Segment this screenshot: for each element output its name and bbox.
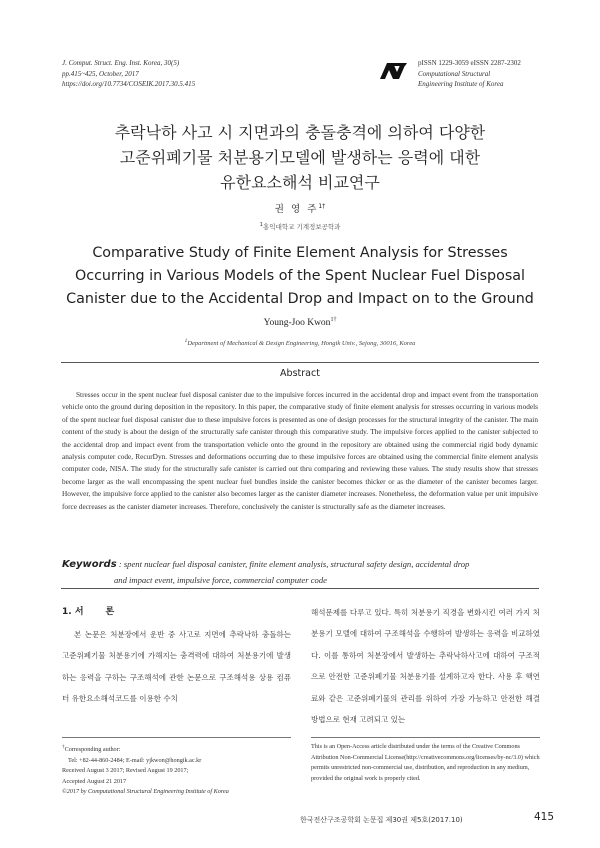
keywords-line-1: : spent nuclear fuel disposal canister, finite element analysis, structural safety design, accidental drop — [118, 559, 470, 569]
section-title: 론 — [105, 607, 115, 617]
journal-issn-block — [418, 58, 521, 90]
accepted-line: Accepted August 21 2017 — [62, 777, 127, 785]
english-title — [40, 242, 560, 311]
korean-affiliation-text: 홍익대학교 기계정보공학과 — [263, 223, 341, 232]
section-heading — [62, 604, 114, 617]
english-title-line-1: Comparative Study of Finite Element Analysis for Stresses — [92, 245, 508, 261]
english-author — [0, 317, 600, 328]
korean-affiliation — [0, 222, 600, 231]
footnote-left — [62, 742, 297, 798]
body-right-column: 해석문제를 다루고 있다. 특히 처분용기 직경을 변화시킨 여러 가지 처분용기 모델에 대하여 구조해석을 수행하여 발생하는 응력을 비교하였다. 이를 통하여 처분장에서 발생하는 추락낙하사고에 대하여 구조적으로 안전한 고준위폐기물 처분용기를 설계하고자 한다. 사용 후 핵연료와 같은 고준위폐기물의 관리를 위하여 가장 가능하고 안전한 해결방법으로 현재 고려되고 있는 — [311, 608, 540, 725]
page-number: 415 — [534, 811, 555, 823]
license-note: This is an Open-Access article distributed under the terms of the Creative Commons Attribution Non-Commercial License(http://creativecommons.org/licenses/by-nc/3.0) which permits unrestricted non-commercial use, distribution, and reproduction in any medium, provided the original work is properly cited. — [311, 743, 540, 782]
korean-title-line-1: 추락낙하 사고 시 지면과의 충돌충격에 의하여 다양한 — [114, 123, 486, 142]
keywords-label: Keywords — [62, 559, 117, 570]
english-title-line-3: Canister due to the Accidental Drop and Impact on to the Ground — [66, 291, 534, 307]
journal-name-line-2: Engineering Institute of Korea — [418, 80, 504, 88]
korean-title — [40, 120, 560, 195]
korean-author-sup: 1† — [318, 202, 326, 210]
journal-name-line-1: Computational Structural — [418, 69, 491, 78]
body-left-column: 본 논문은 처분장에서 운반 중 사고로 지면에 추락낙하 충돌하는 고준위폐기물 처분용기에 가해지는 충격력에 대하여 처분용기에 발생하는 응력을 구하는 구조해석에 관한 논문으로 구조해석용 상용 컴퓨터 유한요소해석코드를 이용한 수치 — [62, 630, 291, 704]
journal-line: J. Comput. Struct. Eng. Inst. Korea, 30(5) — [62, 59, 180, 67]
journal-citation — [62, 58, 195, 90]
journal-logo-icon — [378, 62, 408, 84]
received-line: Received August 3 2017; Revised August 19 2017; — [62, 767, 189, 775]
abstract-heading: Abstract — [280, 368, 320, 379]
doi-link[interactable]: https://doi.org/10.7734/COSEIK.2017.30.5.415 — [62, 80, 196, 88]
korean-title-line-3: 유한요소해석 비교연구 — [220, 173, 380, 192]
english-affiliation-text: Department of Mechanical & Design Engineering, Hongik Univ., Sejong, 30016, Korea — [187, 340, 416, 348]
corresponding-author: †Corresponding author: — [62, 744, 121, 754]
keywords-block — [62, 557, 540, 587]
english-affiliation — [0, 338, 600, 347]
korean-author — [0, 201, 600, 215]
korean-author-name: 권 영 주 — [274, 204, 319, 215]
english-author-sup: 1† — [330, 317, 337, 323]
issn-line: pISSN 1229-3059 eISSN 2287-2302 — [418, 59, 521, 67]
english-title-line-2: Occurring in Various Models of the Spent Nuclear Fuel Disposal — [74, 268, 526, 284]
footer-journal: 한국전산구조공학회 논문집 제30권 제5호(2017.10) — [300, 816, 463, 824]
abstract-top-rule — [61, 362, 539, 363]
section-number: 1. 서 — [62, 607, 84, 617]
english-affiliation-sup: 1 — [184, 338, 188, 344]
footnote-rule-left — [62, 737, 291, 738]
footnote-rule-right — [311, 737, 540, 738]
abstract-bottom-rule — [61, 588, 539, 589]
keywords-line-2: and impact event, impulsive force, commercial computer code — [114, 574, 327, 585]
abstract-text: Stresses occur in the spent nuclear fuel disposal canister due to the impulsive forces incurred in the accidental drop and impact event from the transportation vehicle onto the ground during deposition in the repository. In this paper, the comparative study of finite element analysis for stresses occurring in various models of the spent nuclear fuel disposal canister due to these impulsive forces is presented as one of design processes for the structural integrity of the canister. The main content of the study is about the design of the structurally safe canister through this comparative study. The impulsive forces applied to the canister subjected to the accidental drop and impact event from the transportation vehicle onto the ground in the repository are obtained using the commercial rigid body dynamic analysis computer code, RecurDyn. Stresses and deformations occurring due to these impulsive forces are obtained using the commercial finite element analysis computer code, NISA. The study for the structurally safe canister is carried out thru comparing and reviewing these values. The study results show that stresses become larger as the wall encompassing the spent nuclear fuel bundles inside the canister becomes thicker or as the diameter of the canister becomes larger. However, the impulsive force applied to the canister also becomes larger as the canister diameter increases. Nonetheless, the deformation value per unit impulsive force decreases as the canister diameter increases. Therefore, conclusively the canister is structurally safe as the diameter increases. — [62, 390, 538, 511]
pages-line: pp.415~425, October, 2017 — [62, 69, 139, 78]
korean-affiliation-sup: 1 — [259, 222, 264, 228]
copyright-line: ©2017 by Computational Structural Engineering Institute of Korea — [62, 788, 229, 796]
contact-line: Tel: +82-44-860-2484; E-mail: yjkwon@hongik.ac.kr — [68, 756, 202, 764]
english-author-name: Young-Joo Kwon — [263, 318, 331, 329]
korean-title-line-2: 고준위폐기물 처분용기모델에 발생하는 응력에 대한 — [119, 148, 481, 167]
